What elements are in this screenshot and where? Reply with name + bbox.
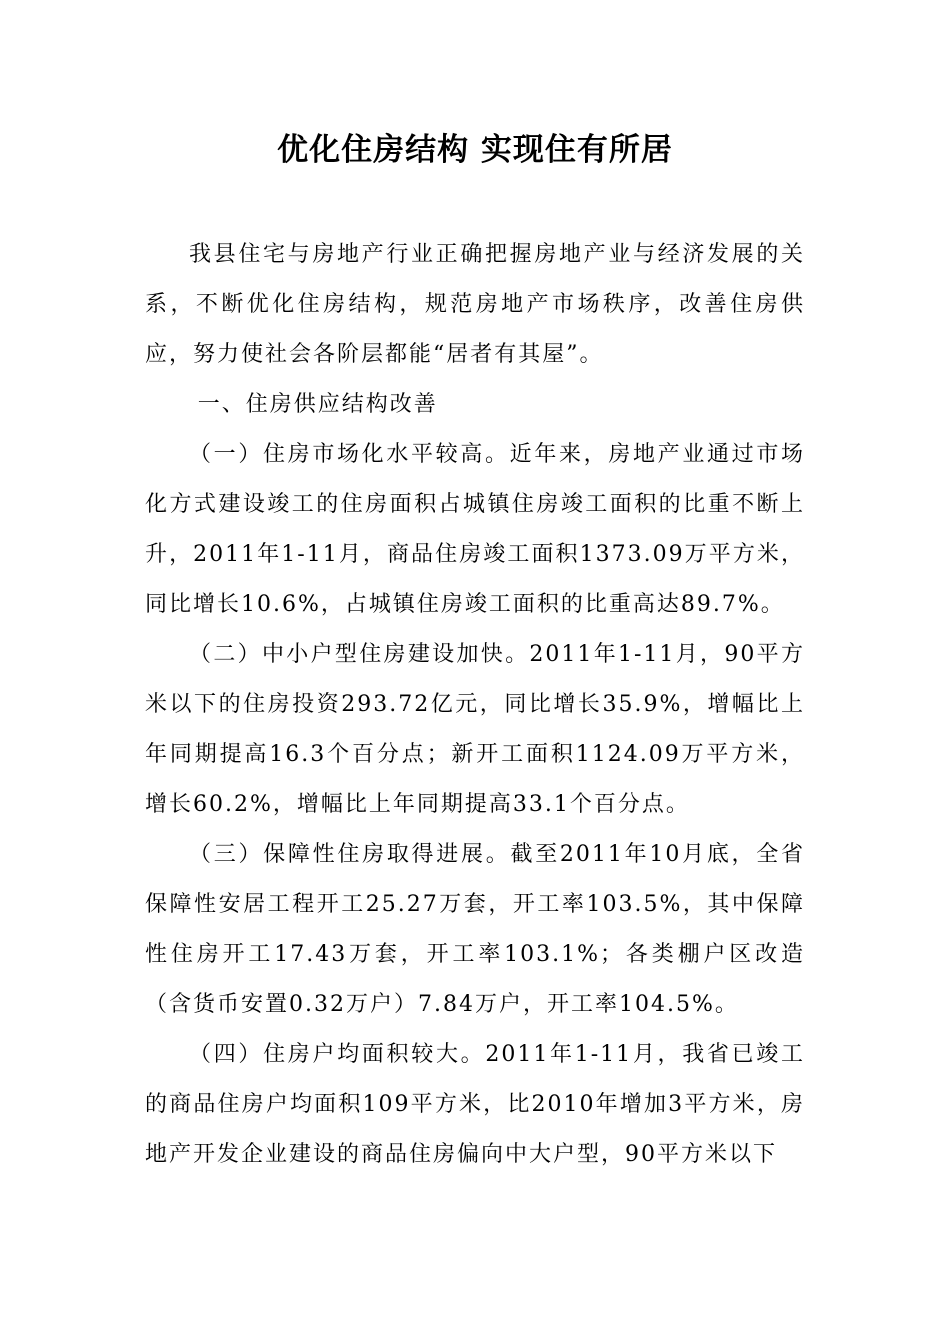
paragraph-2: （二）中小户型住房建设加快。2011年1-11月，90平方米以下的住房投资293.72亿元，同比增长35.9%，增幅比上年同期提高16.3个百分点；新开工面积1124.09万平方米，增长60.2%，增幅比上年同期提高33.1个百分点。 xyxy=(145,642,805,817)
document-title: 优化住房结构 实现住有所居 xyxy=(277,132,673,168)
paragraph-1: （一）住房市场化水平较高。近年来，房地产业通过市场化方式建设竣工的住房面积占城镇住房竣工面积的比重不断上升，2011年1-11月，商品住房竣工面积1373.09万平方米，同比增长10.6%，占城镇住房竣工面积的比重高达89.7%。 xyxy=(145,442,805,617)
section-heading: 一、住房供应结构改善 xyxy=(197,392,438,417)
paragraph-4: （四）住房户均面积较大。2011年1-11月，我省已竣工的商品住房户均面积109平方米，比2010年增加3平方米，房地产开发企业建设的商品住房偏向中大户型，90平方米以下 xyxy=(145,1042,805,1167)
paragraph-3: （三）保障性住房取得进展。截至2011年10月底，全省保障性安居工程开工25.27万套，开工率103.5%，其中保障性住房开工17.43万套，开工率103.1%；各类棚户区改造（含货币安置0.32万户）7.84万户，开工率104.5%。 xyxy=(145,842,805,1017)
document-body xyxy=(145,230,805,1180)
intro-paragraph: 我县住宅与房地产行业正确把握房地产业与经济发展的关系，不断优化住房结构，规范房地产市场秩序，改善住房供应，努力使社会各阶层都能“居者有其屋”。 xyxy=(145,242,805,367)
